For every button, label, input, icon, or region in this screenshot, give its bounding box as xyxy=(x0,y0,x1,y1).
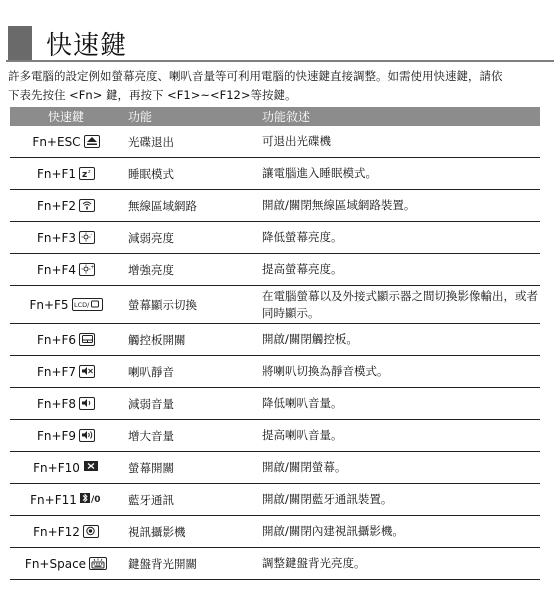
hotkey-label: Fn+F7 xyxy=(36,364,77,379)
function-cell: 減弱亮度 xyxy=(122,222,256,254)
table-row xyxy=(10,254,540,286)
function-cell: 光碟退出 xyxy=(122,126,256,158)
table-row xyxy=(10,388,540,420)
svg-text:z: z xyxy=(88,169,91,175)
hotkey-combo xyxy=(37,365,95,379)
hotkey-label: Fn+ESC xyxy=(32,134,81,149)
description-cell: 開啟/關閉無線區域網路裝置。 xyxy=(256,190,540,222)
svg-text:z: z xyxy=(82,170,88,180)
table-row xyxy=(10,420,540,452)
function-cell: 螢幕顯示切換 xyxy=(122,286,256,324)
hotkey-combo xyxy=(37,333,95,347)
function-cell: 增強亮度 xyxy=(122,254,256,286)
hotkey-combo xyxy=(37,263,95,277)
hotkey-cell xyxy=(10,516,122,548)
header-description: 功能敘述 xyxy=(256,107,540,126)
hotkey-table xyxy=(10,107,540,580)
hotkey-combo xyxy=(33,525,99,539)
table-row xyxy=(10,516,540,548)
description-cell: 讓電腦進入睡眠模式。 xyxy=(256,158,540,190)
webcam-icon xyxy=(83,525,99,538)
function-cell: 藍牙通訊 xyxy=(122,484,256,516)
hotkey-combo xyxy=(37,199,95,213)
table-row xyxy=(10,190,540,222)
bluetooth-icon xyxy=(80,493,102,506)
page-title: 快速鍵 xyxy=(46,31,128,61)
title-marker xyxy=(8,26,32,60)
description-cell: 在電腦螢幕以及外接式顯示器之間切換影像輸出，或者同時顯示。 xyxy=(256,286,540,324)
header-function: 功能 xyxy=(122,107,256,126)
function-cell: 鍵盤背光開關 xyxy=(122,548,256,580)
hotkey-label: Fn+F4 xyxy=(36,262,77,277)
hotkey-cell xyxy=(10,388,122,420)
hotkey-combo xyxy=(29,298,102,312)
description-cell: 降低螢幕亮度。 xyxy=(256,222,540,254)
hotkey-combo xyxy=(37,397,95,411)
hotkey-cell xyxy=(10,548,122,580)
header-key: 快速鍵 xyxy=(10,107,122,126)
svg-text:+: + xyxy=(90,264,95,271)
hotkey-label: Fn+F2 xyxy=(36,198,77,213)
hotkey-cell xyxy=(10,420,122,452)
hotkey-combo xyxy=(37,167,95,181)
table-row xyxy=(10,324,540,356)
hotkey-cell xyxy=(10,190,122,222)
keyboard-backlight-icon xyxy=(89,557,107,570)
description-cell: 提高螢幕亮度。 xyxy=(256,254,540,286)
hotkey-label: Fn+F11 xyxy=(30,492,77,507)
hotkey-cell xyxy=(10,222,122,254)
hotkey-cell xyxy=(10,254,122,286)
hotkey-combo xyxy=(33,461,99,475)
description-cell: 可退出光碟機 xyxy=(256,126,540,158)
svg-text:LCD/: LCD/ xyxy=(74,301,90,309)
table-row xyxy=(10,452,540,484)
function-cell: 減弱音量 xyxy=(122,388,256,420)
table-row xyxy=(10,548,540,580)
hotkey-label: Fn+F1 xyxy=(36,166,77,181)
hotkey-label: Fn+F3 xyxy=(36,230,77,245)
function-cell: 視訊攝影機 xyxy=(122,516,256,548)
display-switch-icon xyxy=(72,298,103,311)
svg-text:-: - xyxy=(90,232,93,238)
section-header xyxy=(6,24,554,62)
hotkey-cell xyxy=(10,158,122,190)
hotkey-combo xyxy=(37,429,95,443)
hotkey-combo xyxy=(30,493,102,507)
table-row xyxy=(10,286,540,324)
description-cell: 開啟/關閉觸控板。 xyxy=(256,324,540,356)
hotkey-combo xyxy=(37,231,95,245)
table-row xyxy=(10,222,540,254)
table-row xyxy=(10,158,540,190)
hotkey-label: Fn+F8 xyxy=(36,396,77,411)
hotkey-combo xyxy=(32,135,99,149)
display-off-icon xyxy=(83,461,99,474)
touchpad-icon xyxy=(79,333,95,346)
hotkey-cell xyxy=(10,126,122,158)
description-cell: 將喇叭切換為靜音模式。 xyxy=(256,356,540,388)
intro-paragraph xyxy=(8,67,554,105)
brightness-down-icon xyxy=(79,231,95,244)
table-row xyxy=(10,356,540,388)
table-row xyxy=(10,126,540,158)
hotkey-label: Fn+F12 xyxy=(33,524,80,539)
function-cell: 喇叭靜音 xyxy=(122,356,256,388)
description-cell: 開啟/關閉內建視訊攝影機。 xyxy=(256,516,540,548)
sleep-icon xyxy=(79,167,95,180)
hotkey-cell xyxy=(10,324,122,356)
hotkey-label: Fn+F6 xyxy=(36,332,77,347)
hotkey-cell xyxy=(10,452,122,484)
wireless-icon xyxy=(79,199,95,212)
hotkey-combo xyxy=(25,557,107,571)
intro-line-1: 許多電腦的設定例如螢幕亮度、喇叭音量等可利用電腦的快速鍵直接調整。如需使用快速鍵，請依 xyxy=(8,69,503,83)
hotkey-label: Fn+Space xyxy=(24,556,87,571)
function-cell: 觸控板開關 xyxy=(122,324,256,356)
hotkey-cell xyxy=(10,356,122,388)
description-cell: 調整鍵盤背光亮度。 xyxy=(256,548,540,580)
mute-icon xyxy=(79,365,95,378)
table-header-row xyxy=(10,107,540,126)
volume-up-icon xyxy=(79,429,95,442)
function-cell: 睡眠模式 xyxy=(122,158,256,190)
description-cell: 開啟/關閉藍牙通訊裝置。 xyxy=(256,484,540,516)
function-cell: 無線區域網路 xyxy=(122,190,256,222)
function-cell: 螢幕開關 xyxy=(122,452,256,484)
hotkey-label: Fn+F5 xyxy=(29,297,69,312)
intro-line-2: 下表先按住 <Fn> 鍵，再按下 <F1>~<F12>等按鍵。 xyxy=(8,88,297,102)
brightness-up-icon xyxy=(79,263,95,276)
eject-icon xyxy=(84,135,100,148)
volume-down-icon xyxy=(79,397,95,410)
description-cell: 開啟/關閉螢幕。 xyxy=(256,452,540,484)
svg-text:/0: /0 xyxy=(90,495,101,505)
function-cell: 增大音量 xyxy=(122,420,256,452)
hotkey-label: Fn+F9 xyxy=(36,428,77,443)
description-cell: 降低喇叭音量。 xyxy=(256,388,540,420)
description-cell: 提高喇叭音量。 xyxy=(256,420,540,452)
table-row xyxy=(10,484,540,516)
hotkey-cell xyxy=(10,484,122,516)
hotkey-label: Fn+F10 xyxy=(33,460,80,475)
hotkey-cell xyxy=(10,286,122,324)
